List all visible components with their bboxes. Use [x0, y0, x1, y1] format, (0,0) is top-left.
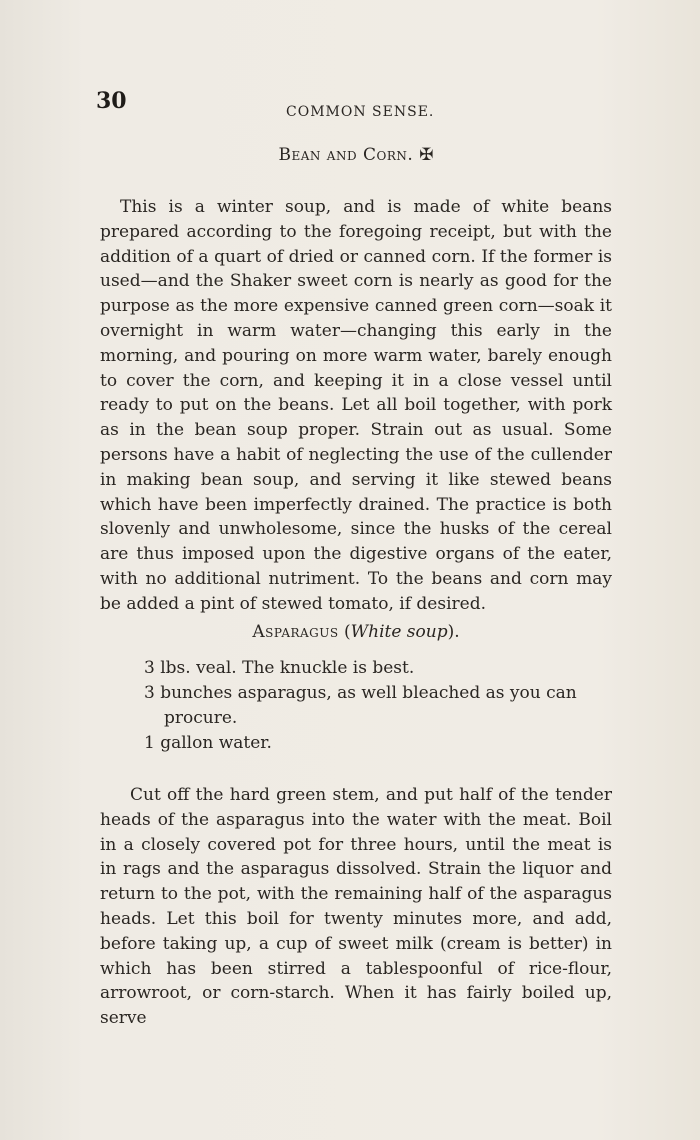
ingredient-text: 3 bunches asparagus, as well bleached as you can — [144, 683, 577, 703]
ingredient-item — [144, 656, 614, 681]
recipe-subtitle: White soup — [350, 622, 448, 642]
recipe-title-text: Asparagus — [252, 622, 339, 642]
ingredient-continuation: procure. — [164, 708, 238, 728]
page-number: 30 — [96, 88, 127, 114]
cross-mark-icon: ✠ — [419, 145, 434, 165]
recipe-title-bean-and-corn — [96, 145, 616, 165]
ingredient-item — [144, 681, 614, 731]
recipe-body-bean-and-corn: This is a winter soup, and is made of white beans prepared according to the foregoing receipt, but with the addition of a quart of dried or canned corn. If the former is used—and the Shaker sweet corn is nearly as good for the purpose as the more expensive canned green corn—soak it overnight in warm water—changing this early in the morning, and pouring on more warm water, barely enough to cover the corn, and keeping it in a close vessel until ready to put on the beans. Let all boil together, with pork as in the bean soup proper. Strain out as usual. Some persons have a habit of neglecting the use of the cullender in making bean soup, and serving it like stewed beans which have been imperfectly drained. The practice is both slovenly and unwholesome, since the husks of the cereal are thus imposed upon the digestive organs of the eater, with no additional nutriment. To the beans and corn may be added a pint of stewed tomato, if desired. — [100, 197, 612, 614]
ingredient-list — [144, 656, 614, 756]
ingredient-text: 1 gallon water. — [144, 733, 272, 753]
title-paren-open: ( — [338, 622, 351, 642]
title-paren-close: ). — [447, 622, 460, 642]
running-head: COMMON SENSE. — [286, 104, 435, 120]
recipe-title-text: Bean and Corn. — [278, 145, 414, 165]
ingredient-text: 3 lbs. veal. The knuckle is best. — [144, 658, 415, 678]
ingredient-item — [144, 731, 614, 756]
recipe-body-asparagus: Cut off the hard green stem, and put half of the tender heads of the asparagus into the water with the meat. Boil in a closely covered pot for three hours, until the meat is in rags and the asparagus dissolved. Strain the liquor and return to the pot, with the remaining half of the asparagus heads. Let this boil for twenty minutes more, and add, before taking up, a cup of sweet milk (cream is better) in which has been stirred a tablespoonful of rice-flour, arrowroot, or corn-starch. When it has fairly boiled up, serve — [100, 785, 612, 1029]
recipe-title-asparagus — [96, 622, 616, 642]
page-header — [96, 88, 616, 128]
